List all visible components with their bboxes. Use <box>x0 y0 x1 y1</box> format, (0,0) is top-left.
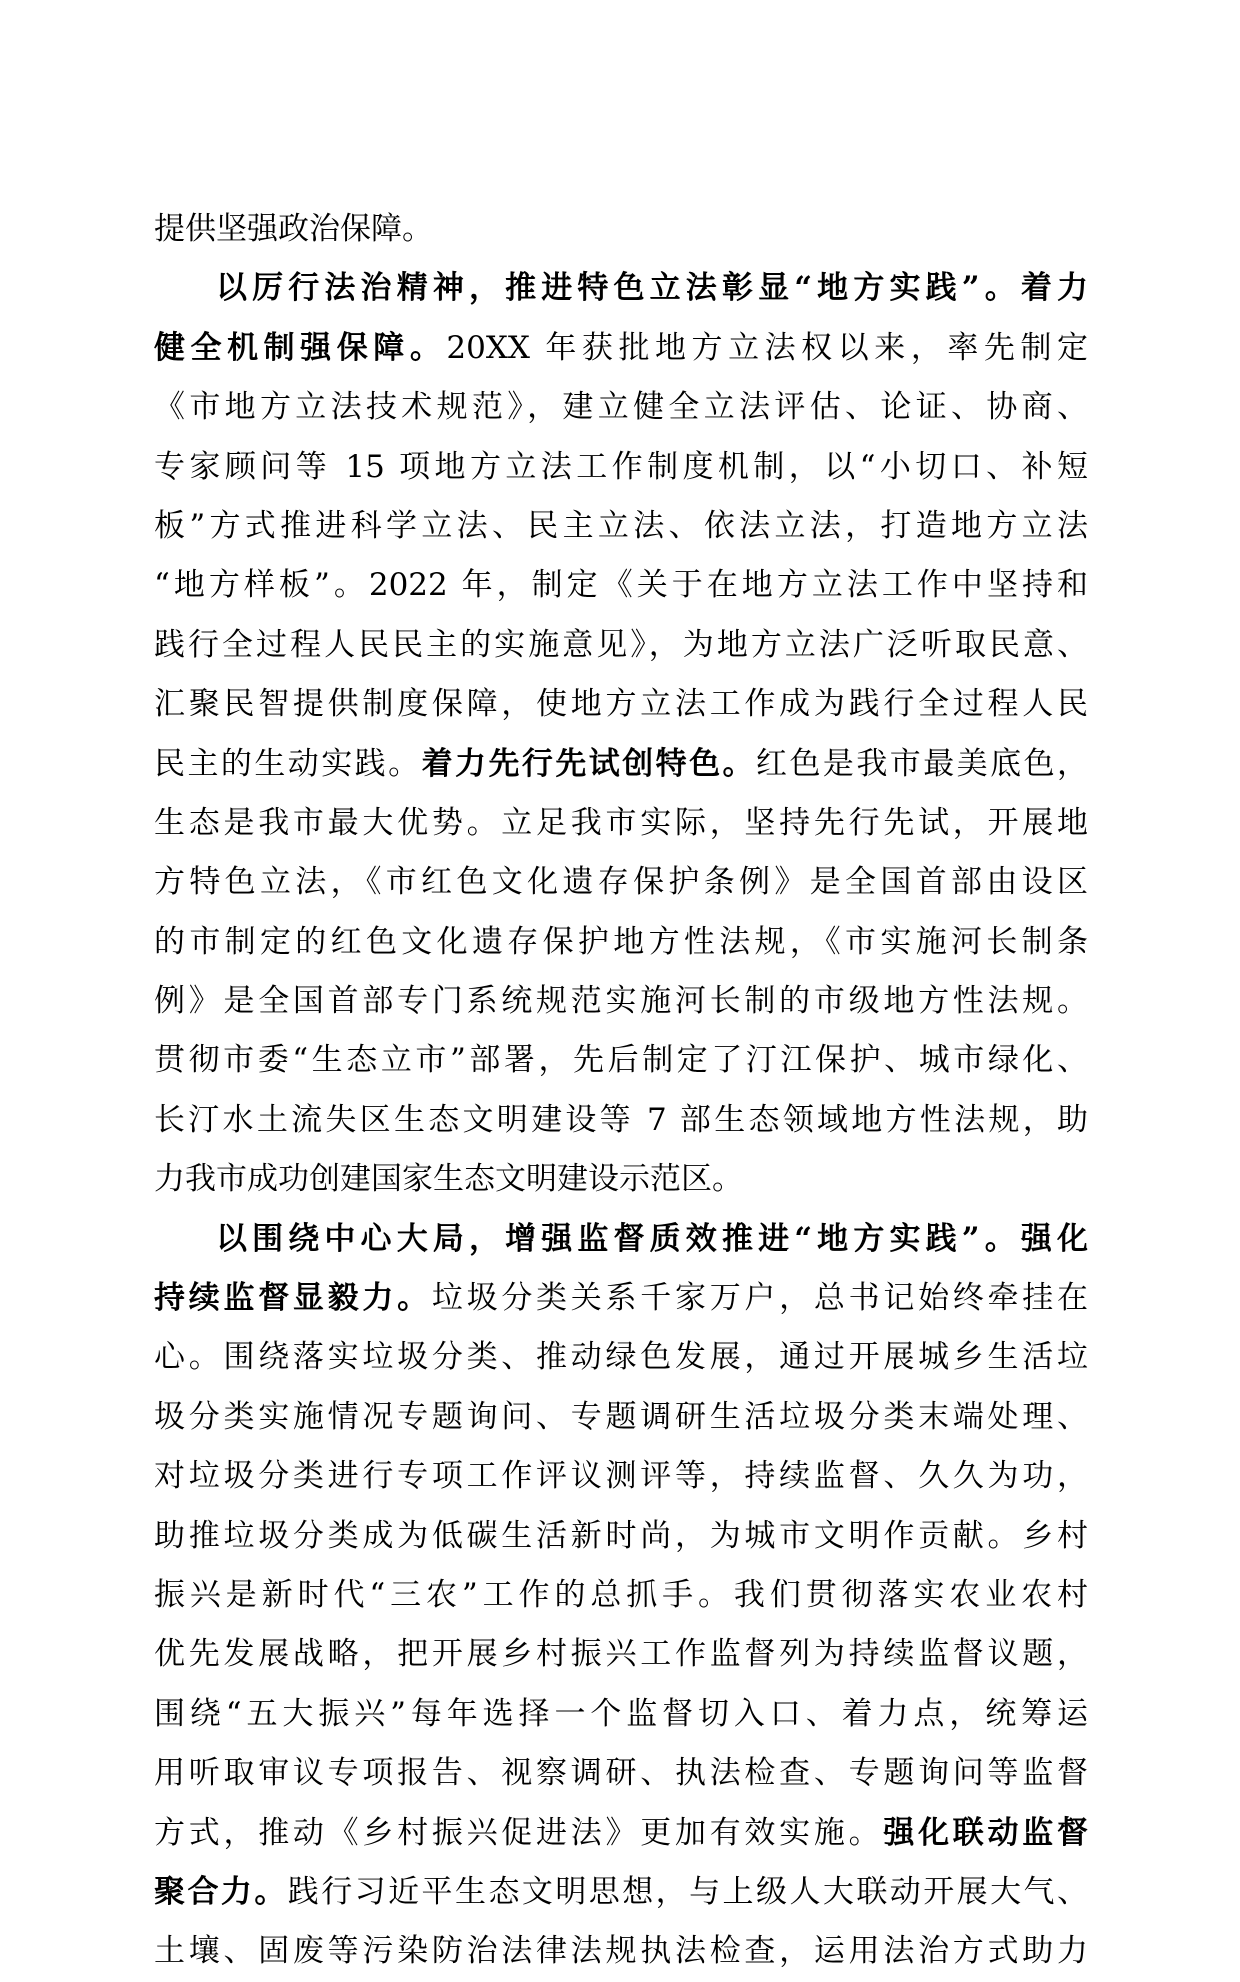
text-line <box>154 972 1088 1031</box>
text-run: 《市地方立法技术规范》，建立健全立法评估、论证、协商、 <box>154 389 1088 426</box>
text-run: 的市制定的红色文化遗存保护地方性法规，《市实施河长制条 <box>154 923 1088 960</box>
text-run: 例》是全国首部专门系统规范实施河长制的市级地方性法规。 <box>154 983 1088 1020</box>
text-run: 围绕“五大振兴”每年选择一个监督切入口、着力点，统筹运 <box>154 1695 1088 1732</box>
bold-text-run: 着力先行先试创特色。 <box>421 745 757 782</box>
text-line <box>154 1566 1088 1625</box>
text-line <box>154 1744 1088 1803</box>
bold-text-run: 聚合力。 <box>154 1873 288 1910</box>
text-line <box>154 1269 1088 1328</box>
text-line <box>154 497 1088 556</box>
text-run: 提供坚强政治保障。 <box>154 211 433 247</box>
text-run: 红色是我市最美底色， <box>756 745 1089 782</box>
text-run: 贯彻市委“生态立市”部署，先后制定了汀江保护、城市绿化、 <box>154 1042 1088 1079</box>
text-run: 振兴是新时代“三农”工作的总抓手。我们贯彻落实农业农村 <box>154 1576 1088 1613</box>
text-line <box>154 1388 1088 1447</box>
bold-text-run: 健全机制强保障。 <box>154 329 447 366</box>
text-run: 践行全过程人民民主的实施意见》，为地方立法广泛听取民意、 <box>154 626 1088 663</box>
text-line <box>154 853 1088 912</box>
bold-text-run: 强化联动监督 <box>883 1814 1088 1851</box>
text-run: 民主的生动实践。 <box>154 745 422 782</box>
text-run: 用听取审议专项报告、视察调研、执法检查、专题询问等监督 <box>154 1755 1088 1792</box>
text-line <box>154 1685 1088 1744</box>
text-run: 土壤、固废等污染防治法律法规执法检查，运用法治方式助力 <box>154 1933 1088 1970</box>
text-line <box>154 1328 1088 1387</box>
text-run: 板”方式推进科学立法、民主立法、依法立法，打造地方立法 <box>154 507 1088 544</box>
paragraph <box>154 259 1088 1209</box>
text-line <box>154 259 1088 318</box>
bold-text-run: 持续监督显毅力。 <box>154 1280 432 1317</box>
paragraph <box>154 1210 1088 1982</box>
text-run: 圾分类实施情况专题询问、专题调研生活垃圾分类末端处理、 <box>154 1398 1088 1435</box>
text-line <box>154 1031 1088 1090</box>
text-line <box>154 616 1088 675</box>
text-run: 力我市成功创建国家生态文明建设示范区。 <box>154 1161 743 1198</box>
text-line <box>154 1210 1088 1269</box>
text-line <box>154 1507 1088 1566</box>
text-run: 对垃圾分类进行专项工作评议测评等，持续监督、久久为功， <box>154 1458 1088 1495</box>
text-line <box>154 794 1088 853</box>
text-line <box>154 1625 1088 1684</box>
text-run: 心。围绕落实垃圾分类、推动绿色发展，通过开展城乡生活垃 <box>154 1339 1088 1376</box>
text-run: 专家顾问等 15 项地方立法工作制度机制，以“小切口、补短 <box>154 448 1088 485</box>
bold-text-run: 以厉行法治精神，推进特色立法彰显“地方实践”。着力 <box>216 270 1088 307</box>
text-line <box>154 1447 1088 1506</box>
text-run: 长汀水土流失区生态文明建设等 7 部生态领域地方性法规，助 <box>154 1101 1088 1138</box>
text-line <box>154 200 1088 259</box>
text-line <box>154 913 1088 972</box>
text-run: 助推垃圾分类成为低碳生活新时尚，为城市文明作贡献。乡村 <box>154 1517 1088 1554</box>
text-line <box>154 1863 1088 1922</box>
text-line <box>154 735 1088 794</box>
text-line <box>154 1922 1088 1981</box>
text-line <box>154 319 1088 378</box>
text-line <box>154 556 1088 615</box>
text-run: 垃圾分类关系千家万户，总书记始终牵挂在 <box>431 1280 1089 1317</box>
text-line <box>154 1150 1088 1209</box>
text-line <box>154 1804 1088 1863</box>
text-run: “地方样板”。2022 年，制定《关于在地方立法工作中坚持和 <box>154 567 1088 604</box>
text-run: 汇聚民智提供制度保障，使地方立法工作成为践行全过程人民 <box>154 686 1088 723</box>
text-run: 践行习近平生态文明思想，与上级人大联动开展大气、 <box>287 1873 1089 1910</box>
text-line <box>154 438 1088 497</box>
paragraph <box>154 200 1088 259</box>
text-line <box>154 1091 1088 1150</box>
document-body <box>154 200 1088 1982</box>
text-line <box>154 378 1088 437</box>
bold-text-run: 以围绕中心大局，增强监督质效推进“地方实践”。强化 <box>216 1220 1088 1257</box>
text-run: 生态是我市最大优势。立足我市实际，坚持先行先试，开展地 <box>154 804 1088 841</box>
text-line <box>154 675 1088 734</box>
text-run: 20XX 年获批地方立法权以来，率先制定 <box>446 329 1089 366</box>
text-run: 方式，推动《乡村振兴促进法》更加有效实施。 <box>154 1814 884 1851</box>
text-run: 优先发展战略，把开展乡村振兴工作监督列为持续监督议题， <box>154 1636 1088 1673</box>
text-run: 方特色立法，《市红色文化遗存保护条例》是全国首部由设区 <box>154 864 1088 901</box>
